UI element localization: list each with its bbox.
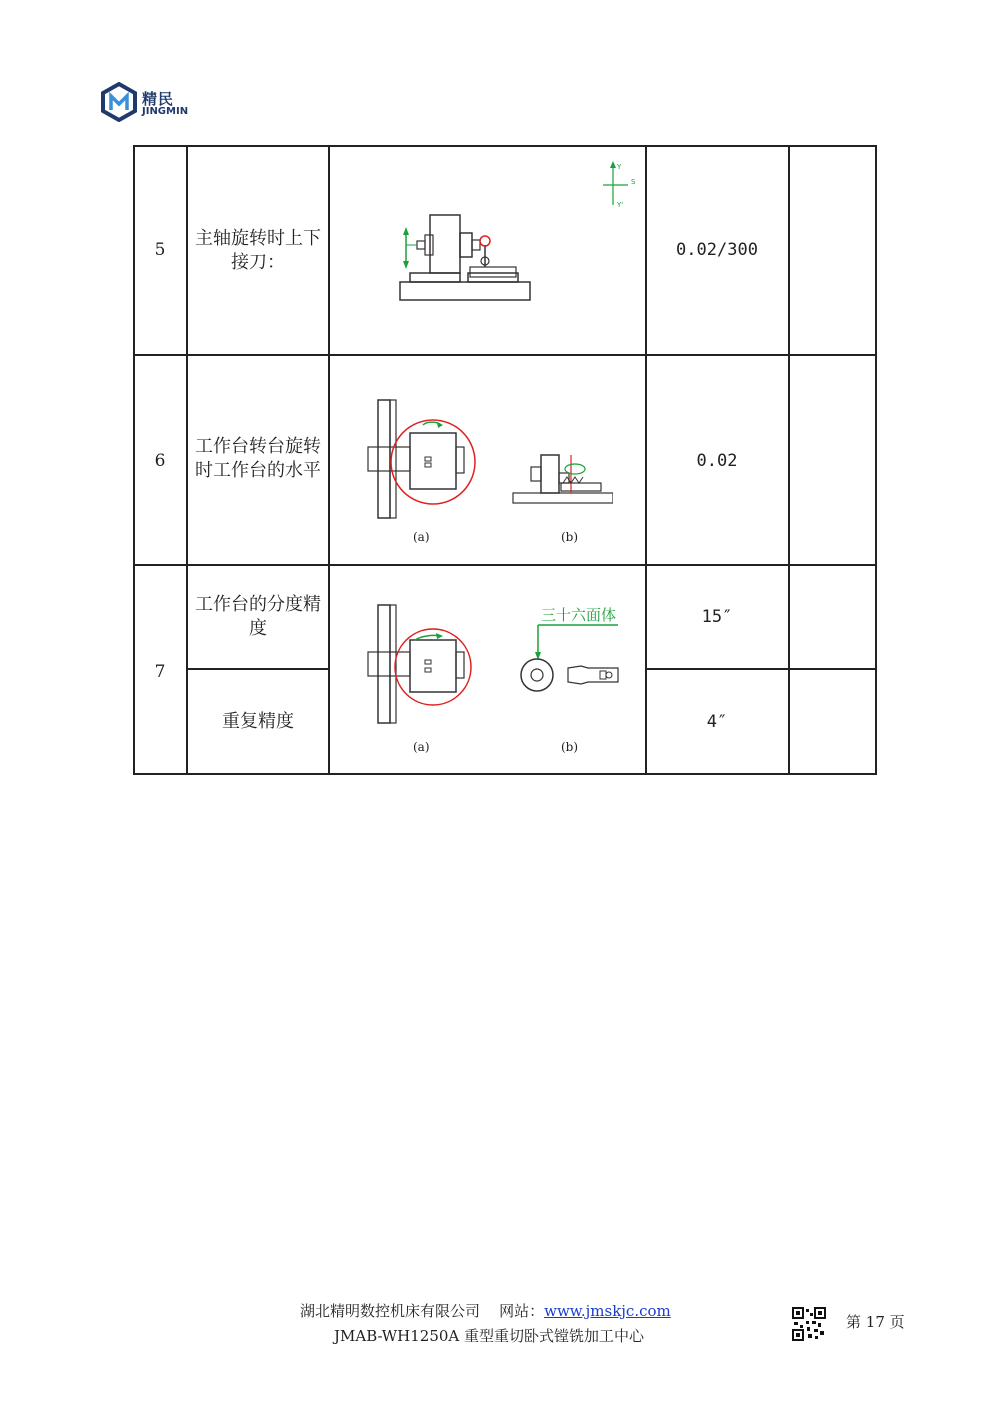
table-border-bottom <box>133 773 877 775</box>
company-logo <box>100 82 220 126</box>
subrow-divider <box>187 668 329 670</box>
row-number: 7 <box>154 662 166 682</box>
table-border-right <box>875 145 877 775</box>
inspection-item-line: 度 <box>249 618 267 639</box>
qr-code-icon <box>792 1307 826 1341</box>
inspection-item-line: 时工作台的水平 <box>195 460 321 481</box>
website-label: 网站： <box>499 1302 545 1320</box>
axis-label: S <box>631 178 636 186</box>
subrow-divider <box>646 668 877 670</box>
tolerance-value: 15″ <box>701 607 733 627</box>
tolerance-value: 4″ <box>706 712 728 732</box>
row-number: 5 <box>154 240 166 260</box>
column-divider <box>788 145 790 775</box>
page-prefix: 第 <box>846 1313 862 1331</box>
tolerance-value: 0.02/300 <box>676 240 758 260</box>
axis-label: Y' <box>617 201 624 209</box>
tolerance-value: 0.02 <box>696 451 738 471</box>
page-number <box>846 1311 905 1332</box>
page-number-value: 17 <box>865 1313 885 1331</box>
figure-label-b: (b) <box>561 530 579 544</box>
inspection-item-line: 工作台转台旋转 <box>195 436 321 457</box>
figure-label-a: (a) <box>413 530 430 544</box>
axis-label: Y <box>617 163 622 171</box>
inspection-item-line: 工作台的分度精 <box>195 594 321 615</box>
row-number: 6 <box>154 451 166 471</box>
footer-company-line <box>300 1300 671 1321</box>
row-divider <box>133 564 877 566</box>
table-border-top <box>133 145 877 147</box>
logo-hexagon-icon <box>100 82 138 122</box>
inspection-item-line: 主轴旋转时上下 <box>195 228 321 249</box>
figure-label-a: (a) <box>413 740 430 754</box>
indexing-accuracy-figure <box>363 600 633 740</box>
inspection-item <box>187 593 329 641</box>
website-link[interactable]: www.jmskjc.com <box>544 1302 671 1320</box>
inspection-item: 重复精度 <box>222 711 294 732</box>
figure-label-b: (b) <box>561 740 579 754</box>
company-name: 湖北精明数控机床有限公司 <box>300 1302 481 1320</box>
polygon-note: 三十六面体 <box>541 606 617 624</box>
inspection-item-line: 接刀： <box>231 252 285 273</box>
page-suffix: 页 <box>889 1313 905 1331</box>
logo-english-text: JINGMIN <box>142 106 189 117</box>
spindle-alignment-figure <box>373 155 643 305</box>
inspection-table <box>133 145 877 775</box>
inspection-item <box>187 435 329 483</box>
row-divider <box>133 354 877 356</box>
footer-model-line: JMAB-WH1250A 重型重切卧式镗铣加工中心 <box>334 1327 645 1345</box>
inspection-item <box>187 227 329 275</box>
logo-chinese-text: 精民 <box>142 90 175 108</box>
